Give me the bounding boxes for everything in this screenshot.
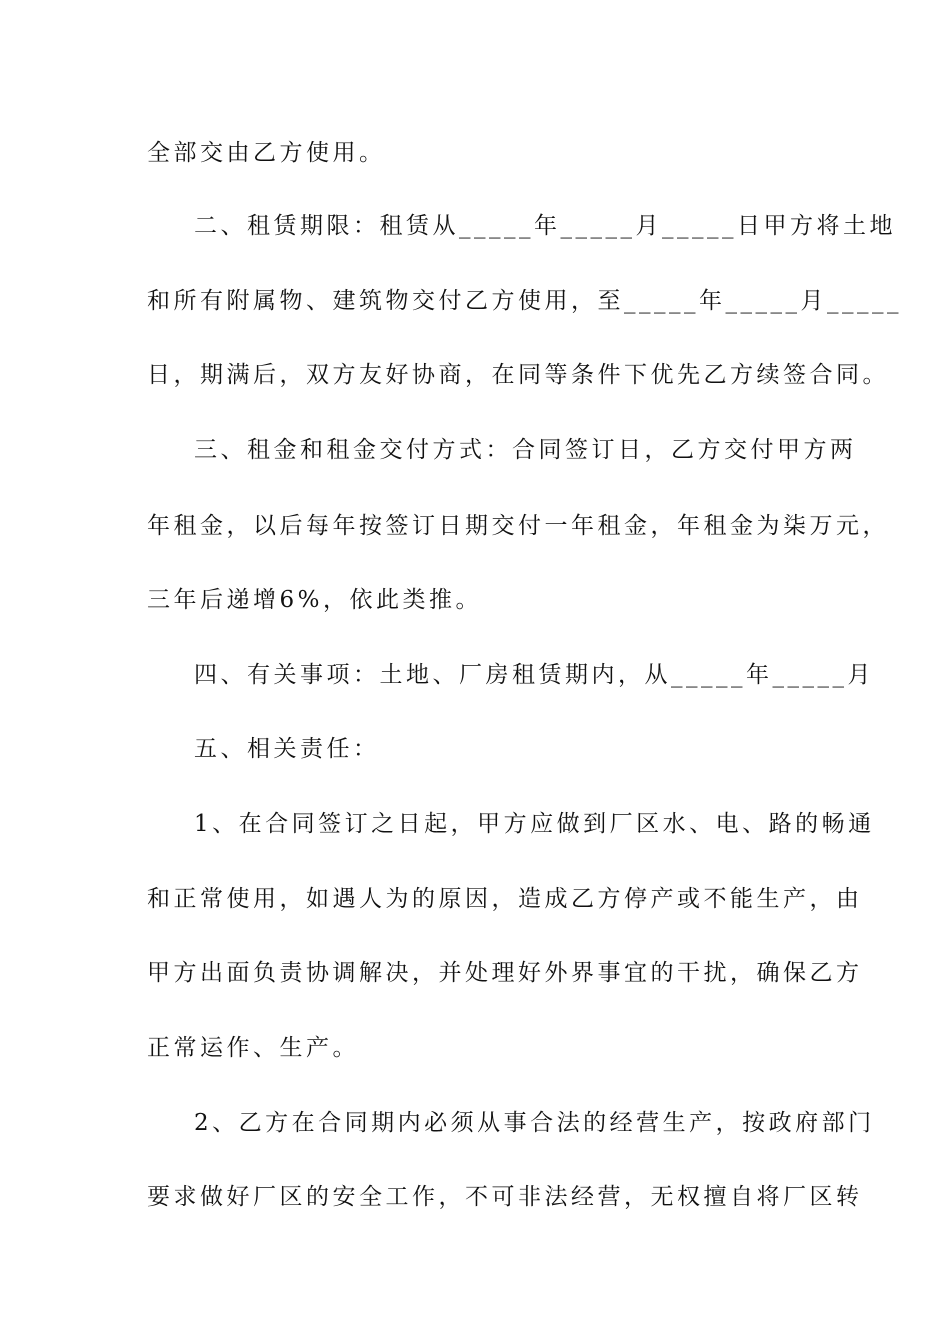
- text-line: 和正常使用，如遇人为的原因，造成乙方停产或不能生产，由: [147, 886, 863, 912]
- text-line: 全部交由乙方使用。: [147, 140, 386, 166]
- text-line: 甲方出面负责协调解决，并处理好外界事宜的干扰，确保乙方: [147, 960, 863, 986]
- text-line: 正常运作、生产。: [147, 1035, 359, 1061]
- text-line: 五、相关责任：: [194, 736, 380, 762]
- text-line: 三、租金和租金交付方式：合同签订日，乙方交付甲方两: [194, 437, 857, 463]
- text-line: 四、有关事项：土地、厂房租赁期内，从_____年_____月: [194, 662, 874, 688]
- text-line: 三年后递增6%，依此类推。: [147, 587, 482, 613]
- text-line: 和所有附属物、建筑物交付乙方使用，至_____年_____月_____: [147, 288, 902, 314]
- text-line: 日，期满后，双方友好协商，在同等条件下优先乙方续签合同。: [147, 362, 889, 388]
- text-line: 1、在合同签订之日起，甲方应做到厂区水、电、路的畅通: [194, 811, 875, 837]
- text-line: 要求做好厂区的安全工作，不可非法经营，无权擅自将厂区转: [147, 1184, 863, 1210]
- text-line: 2、乙方在合同期内必须从事合法的经营生产，按政府部门: [194, 1110, 875, 1136]
- text-line: 年租金，以后每年按签订日期交付一年租金，年租金为柒万元，: [147, 513, 889, 539]
- text-line: 二、租赁期限：租赁从_____年_____月_____日甲方将土地: [194, 213, 896, 239]
